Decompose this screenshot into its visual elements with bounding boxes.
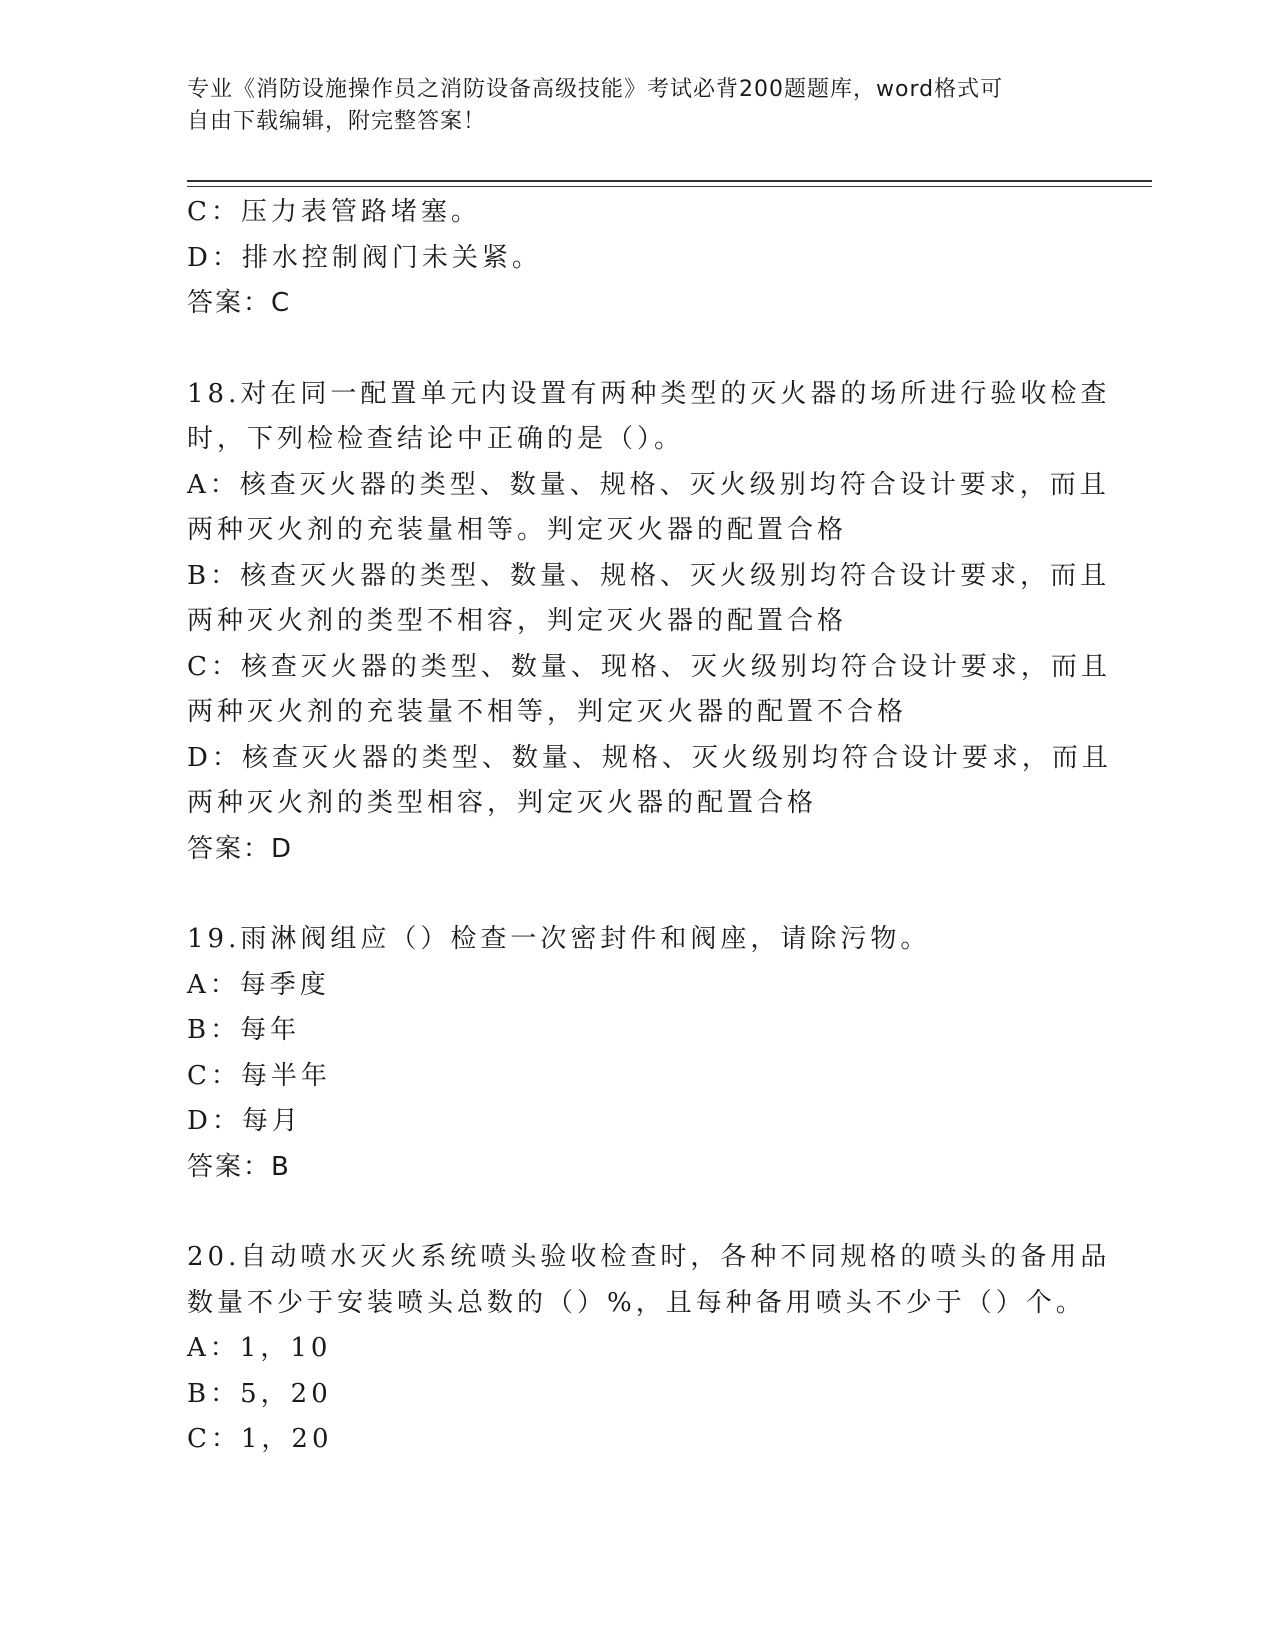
q18-option-b-2: 两种灭火剂的类型不相容，判定灭火器的配置合格 (187, 606, 848, 636)
q20-option-b: B：5，20 (187, 1378, 332, 1409)
header-rule-thin (187, 186, 1152, 187)
q17-option-d: D：排水控制阀门未关紧。 (187, 242, 542, 273)
q18-answer: 答案：D (187, 833, 294, 864)
q19-stem: 19.雨淋阀组应（）检查一次密封件和阀座，请除污物。 (187, 924, 931, 954)
q20-stem-2: 数量不少于安装喷头总数的（）%，且每种备用喷头不少于（）个。 (187, 1287, 1086, 1318)
q19-option-b: B：每年 (187, 1015, 301, 1045)
q19-option-d: D：每月 (187, 1106, 302, 1136)
header-line-1: 专业《消防设施操作员之消防设备高级技能》考试必背200题题库，word格式可 (187, 77, 1004, 102)
q18-option-d-1: D：核查灭火器的类型、数量、规格、灭火级别均符合设计要求，而且 (187, 742, 1112, 773)
document-header (187, 74, 1067, 138)
q18-option-c-1: C：核查灭火器的类型、数量、现格、灭火级别均符合设计要求，而且 (187, 651, 1111, 682)
question-content (187, 190, 1112, 1463)
question-19 (187, 917, 1087, 1190)
spacer (187, 327, 1087, 372)
q17-answer: 答案：C (187, 288, 292, 318)
q18-option-b-1: B：核查灭火器的类型、数量、规格、灭火级别均符合设计要求，而且 (187, 560, 1111, 591)
q19-option-c: C：每半年 (187, 1060, 331, 1091)
q20-option-c: C：1，20 (187, 1424, 333, 1454)
header-line-2: 自由下载编辑，附完整答案！ (187, 109, 487, 134)
q19-answer: 答案：B (187, 1151, 291, 1182)
spacer (187, 1190, 1087, 1235)
q17-option-c: C：压力表管路堵塞。 (187, 197, 481, 227)
q18-stem-1: 18.对在同一配置单元内设置有两种类型的灭火器的场所进行验收检查 (187, 378, 1111, 409)
q18-option-d-2: 两种灭火剂的类型相容，判定灭火器的配置合格 (187, 788, 818, 818)
question-18 (187, 372, 1112, 873)
q18-option-a-2: 两种灭火剂的充装量相等。判定灭火器的配置合格 (187, 515, 848, 545)
spacer (187, 872, 1087, 917)
question-20 (187, 1235, 1111, 1463)
q18-option-c-2: 两种灭火剂的充装量不相等，判定灭火器的配置不合格 (187, 697, 908, 727)
q18-option-a-1: A：核查灭火器的类型、数量、规格、灭火级别均符合设计要求，而且 (187, 469, 1110, 500)
q17-tail (187, 190, 1087, 327)
header-rule-thick (187, 180, 1152, 182)
q20-option-a: A：1，10 (187, 1333, 332, 1363)
q19-option-a: A：每季度 (187, 969, 330, 1000)
q18-stem-2: 时，下列检检查结论中正确的是（）。 (187, 424, 685, 454)
q20-stem-1: 20.自动喷水灭火系统喷头验收检查时，各种不同规格的喷头的备用品 (187, 1242, 1111, 1272)
